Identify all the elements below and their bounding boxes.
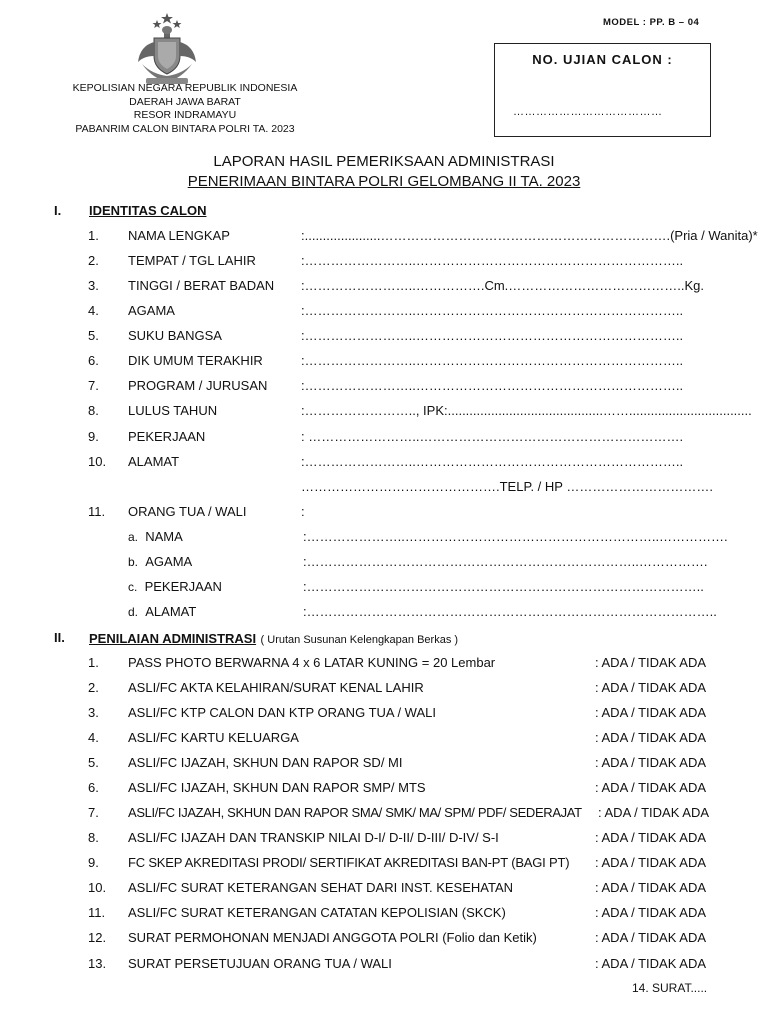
item-number: 8. <box>88 403 99 418</box>
item-number: 3. <box>88 705 99 720</box>
section-2-title: PENILAIAN ADMINISTRASI <box>89 631 257 646</box>
doc-status[interactable]: : ADA / TIDAK ADA <box>595 680 707 695</box>
exam-number-title: NO. UJIAN CALON : <box>532 52 673 67</box>
org-line-1: KEPOLISIAN NEGARA REPUBLIK INDONESIA <box>72 82 298 94</box>
organization-header <box>40 82 330 136</box>
doc-status[interactable]: : ADA / TIDAK ADA <box>595 905 707 920</box>
item-number: 10. <box>88 880 107 895</box>
field-value-address-phone[interactable]: ……………………………………….TELP. / HP ……………………………. <box>301 479 713 494</box>
item-number: 4. <box>88 730 99 745</box>
parent-value-name[interactable]: :…………………..…………………………………………………..……………. <box>303 529 728 544</box>
field-label-education: DIK UMUM TERAKHIR <box>128 353 263 368</box>
doc-label: ASLI/FC IJAZAH, SKHUN DAN RAPOR SMA/ SMK/ MA/ SPM/ PDF/ SEDERAJAT <box>128 805 582 820</box>
item-number: 8. <box>88 830 99 845</box>
doc-label: SURAT PERSETUJUAN ORANG TUA / WALI <box>128 956 392 971</box>
field-value-program[interactable]: :……………………..…………………………………………………….. <box>301 378 684 393</box>
doc-status[interactable]: : ADA / TIDAK ADA <box>595 730 707 745</box>
field-value-graduation-year[interactable]: :…………………….., IPK:...........................................…….................................. <box>301 403 752 418</box>
doc-status[interactable]: : ADA / TIDAK ADA <box>595 956 707 971</box>
document-title-line-1: LAPORAN HASIL PEMERIKSAAN ADMINISTRASI <box>213 153 555 170</box>
doc-label: SURAT PERMOHONAN MENJADI ANGGOTA POLRI (Folio dan Ketik) <box>128 930 537 945</box>
item-number: 7. <box>88 805 99 820</box>
field-label-graduation-year: LULUS TAHUN <box>128 403 218 418</box>
item-number: 3. <box>88 278 99 293</box>
section-2-heading <box>89 630 458 648</box>
model-code: MODEL : PP. B – 04 <box>603 17 700 28</box>
doc-label: FC SKEP AKREDITASI PRODI/ SERTIFIKAT AKREDITASI BAN-PT (BAGI PT) <box>128 855 570 870</box>
doc-status[interactable]: : ADA / TIDAK ADA <box>598 805 710 820</box>
field-label-religion: AGAMA <box>128 303 175 318</box>
field-value-education[interactable]: :……………………..…………………………………………………….. <box>301 353 684 368</box>
item-number: 5. <box>88 755 99 770</box>
doc-label: ASLI/FC KARTU KELUARGA <box>128 730 299 745</box>
field-value-height-weight[interactable]: :……………………..…………….Cm.…………………………………..Kg. <box>301 278 705 293</box>
org-line-4: PABANRIM CALON BINTARA POLRI TA. 2023 <box>75 122 295 135</box>
item-number: 1. <box>88 228 99 243</box>
field-value-birth[interactable]: :……………………..…………………………………………………….. <box>301 253 684 268</box>
exam-number-box <box>494 43 711 137</box>
item-number: 6. <box>88 353 99 368</box>
org-line-3: RESOR INDRAMAYU <box>133 109 237 121</box>
org-line-2: DAERAH JAWA BARAT <box>129 95 241 108</box>
page-continuation: 14. SURAT..... <box>632 981 708 995</box>
item-number: 11. <box>88 905 106 920</box>
parent-value-occupation[interactable]: :……………………………………………………………………………….. <box>303 579 704 594</box>
section-2-note: ( Urutan Susunan Kelengkapan Berkas ) <box>260 634 459 646</box>
doc-status[interactable]: : ADA / TIDAK ADA <box>595 780 707 795</box>
document-title-line-2: PENERIMAAN BINTARA POLRI GELOMBANG II TA. 2023 <box>187 173 581 190</box>
item-number: 11. <box>88 504 106 519</box>
doc-status[interactable]: : ADA / TIDAK ADA <box>595 705 707 720</box>
doc-label: ASLI/FC SURAT KETERANGAN CATATAN KEPOLISIAN (SKCK) <box>128 905 506 920</box>
item-number: 1. <box>88 655 99 670</box>
item-number: 2. <box>88 680 99 695</box>
doc-label: ASLI/FC AKTA KELAHIRAN/SURAT KENAL LAHIR <box>128 680 424 695</box>
field-label-ethnicity: SUKU BANGSA <box>128 328 222 343</box>
field-value-ethnicity[interactable]: :……………………..…………………………………………………….. <box>301 328 684 343</box>
doc-status[interactable]: : ADA / TIDAK ADA <box>595 880 707 895</box>
item-number: 4. <box>88 303 99 318</box>
doc-status[interactable]: : ADA / TIDAK ADA <box>595 655 707 670</box>
doc-status[interactable]: : ADA / TIDAK ADA <box>595 755 707 770</box>
item-number: 9. <box>88 429 99 444</box>
field-label-full-name: NAMA LENGKAP <box>128 228 230 243</box>
parent-value-address[interactable]: :………………………………………………………………………………….. <box>303 604 717 619</box>
field-value-full-name[interactable]: :.....................………………………………………………………….(Pria / Wanita)* <box>301 228 758 243</box>
field-value-religion[interactable]: :……………………..…………………………………………………….. <box>301 303 684 318</box>
doc-status[interactable]: : ADA / TIDAK ADA <box>595 930 707 945</box>
item-number: 7. <box>88 378 99 393</box>
doc-label: ASLI/FC KTP CALON DAN KTP ORANG TUA / WALI <box>128 705 436 720</box>
police-emblem-icon <box>132 12 202 88</box>
item-number: 13. <box>88 956 107 971</box>
item-number: 2. <box>88 253 99 268</box>
doc-label: ASLI/FC IJAZAH, SKHUN DAN RAPOR SD/ MI <box>128 755 403 770</box>
item-number: 9. <box>88 855 99 870</box>
section-1-numeral: I. <box>54 203 62 218</box>
doc-label: ASLI/FC IJAZAH, SKHUN DAN RAPOR SMP/ MTS <box>128 780 426 795</box>
field-label-occupation: PEKERJAAN <box>128 429 206 444</box>
doc-label: ASLI/FC SURAT KETERANGAN SEHAT DARI INST. KESEHATAN <box>128 880 514 895</box>
field-label-birth: TEMPAT / TGL LAHIR <box>128 253 256 268</box>
doc-status[interactable]: : ADA / TIDAK ADA <box>595 830 707 845</box>
exam-number-field[interactable]: ………………………………… <box>513 106 663 118</box>
field-label-program: PROGRAM / JURUSAN <box>128 378 268 393</box>
parent-subfield-name: a. NAMA <box>128 529 183 544</box>
parent-subfield-occupation: c. PEKERJAAN <box>128 579 222 594</box>
field-label-address: ALAMAT <box>128 454 180 469</box>
section-2-numeral: II. <box>54 630 65 645</box>
section-1-title: IDENTITAS CALON <box>89 203 207 218</box>
parent-subfield-address: d. ALAMAT <box>128 604 197 619</box>
doc-status[interactable]: : ADA / TIDAK ADA <box>595 855 707 870</box>
parent-subfield-religion: b. AGAMA <box>128 554 193 569</box>
doc-label: PASS PHOTO BERWARNA 4 x 6 LATAR KUNING = 20 Lembar <box>128 655 496 670</box>
doc-label: ASLI/FC IJAZAH DAN TRANSKIP NILAI D-I/ D-II/ D-III/ D-IV/ S-I <box>128 830 499 845</box>
item-number: 6. <box>88 780 99 795</box>
field-value-parent: : <box>301 504 305 519</box>
parent-value-religion[interactable]: :…………………………………………………………………..……………. <box>303 554 708 569</box>
field-label-height-weight: TINGGI / BERAT BADAN <box>128 278 275 293</box>
field-value-address[interactable]: :……………………..…………………………………………………….. <box>301 454 684 469</box>
item-number: 10. <box>88 454 107 469</box>
field-value-occupation[interactable]: : ……………………..……………………………………………………. <box>301 429 684 444</box>
field-label-parent: ORANG TUA / WALI <box>128 504 247 519</box>
item-number: 12. <box>88 930 107 945</box>
item-number: 5. <box>88 328 99 343</box>
